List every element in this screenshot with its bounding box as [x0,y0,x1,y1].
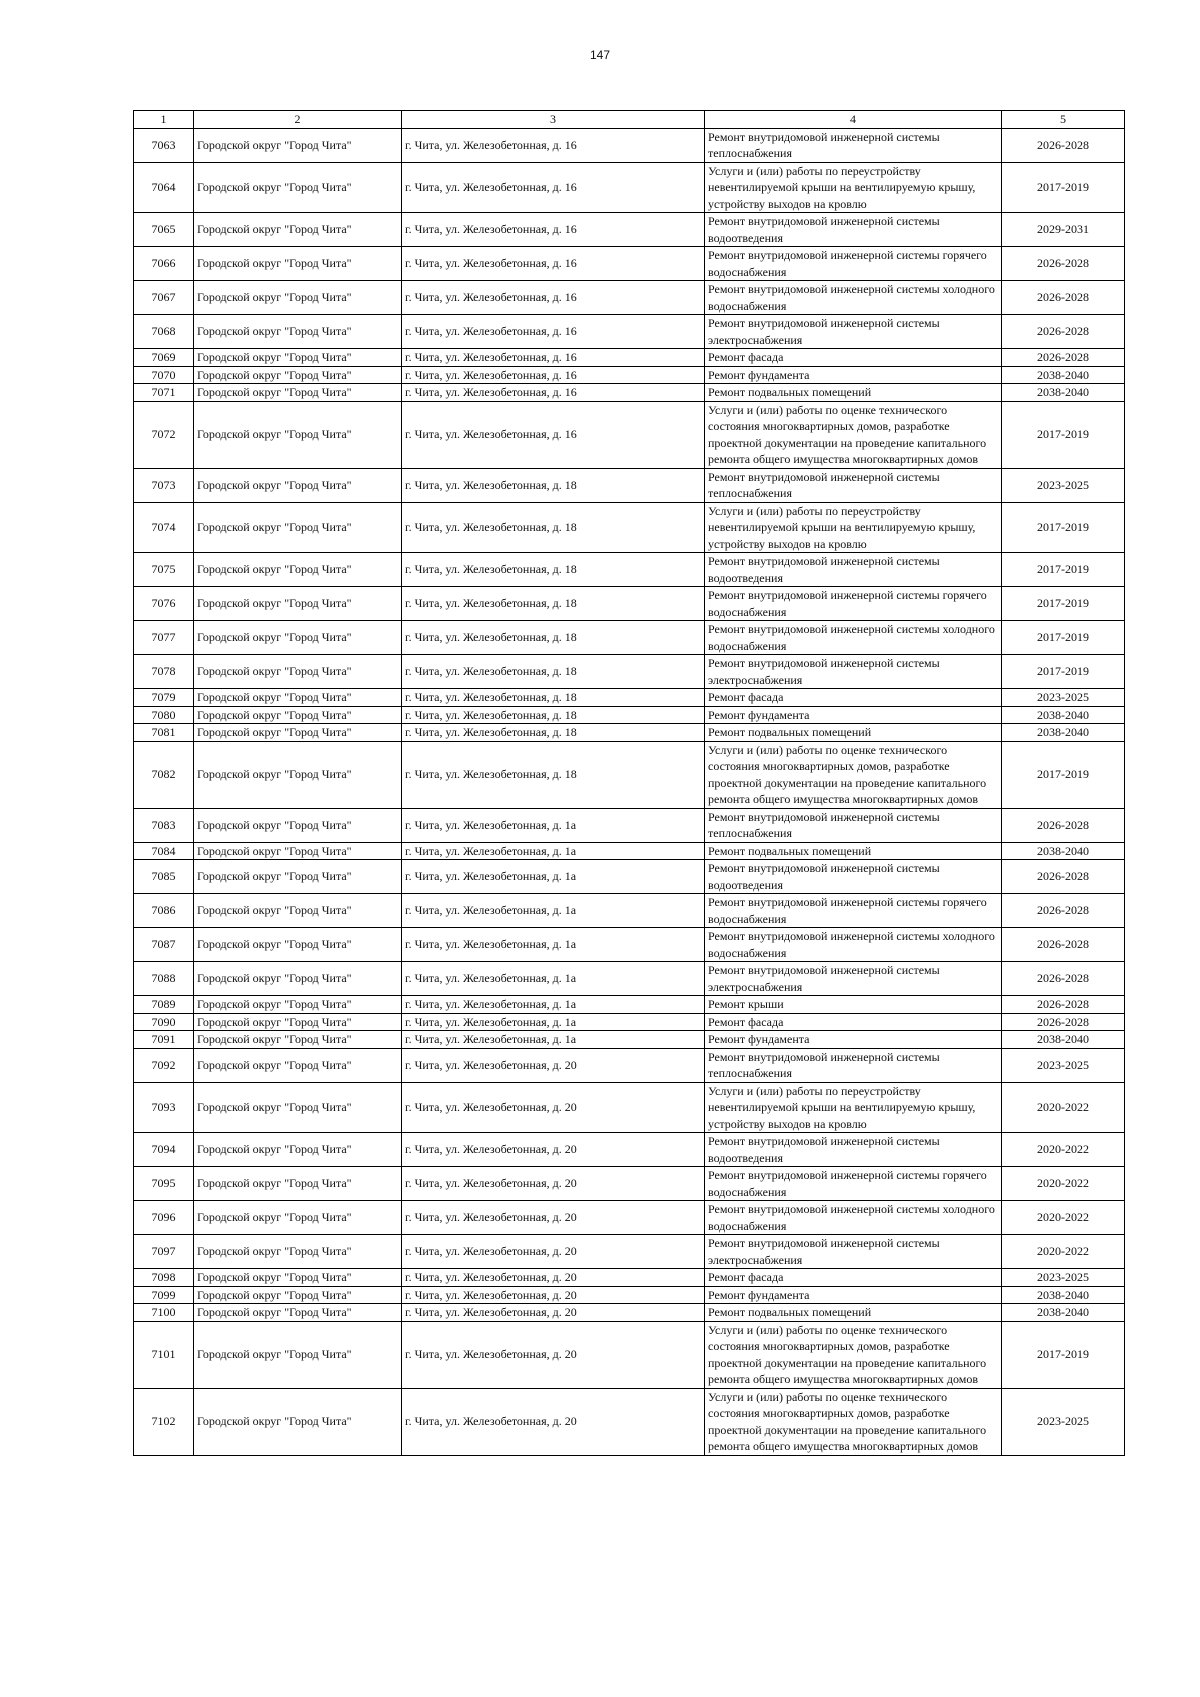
table-row [134,724,1125,742]
row-number-cell: 7072 [134,401,194,468]
work-type-cell: Ремонт внутридомовой инженерной системы холодного водоснабжения [705,281,1002,315]
work-type-cell: Ремонт внутридомовой инженерной системы электроснабжения [705,655,1002,689]
address-cell: г. Чита, ул. Железобетонная, д. 18 [402,689,705,707]
row-number-cell: 7074 [134,502,194,553]
work-type-cell: Ремонт внутридомовой инженерной системы водоотведения [705,213,1002,247]
table-body [134,128,1125,1455]
row-number-cell: 7073 [134,468,194,502]
table-row [134,1133,1125,1167]
row-number-cell: 7085 [134,860,194,894]
municipality-cell: Городской округ "Город Чита" [194,1269,402,1287]
address-cell: г. Чита, ул. Железобетонная, д. 18 [402,502,705,553]
address-cell: г. Чита, ул. Железобетонная, д. 16 [402,366,705,384]
address-cell: г. Чита, ул. Железобетонная, д. 20 [402,1388,705,1455]
address-cell: г. Чита, ул. Железобетонная, д. 18 [402,706,705,724]
row-number-cell: 7066 [134,247,194,281]
address-cell: г. Чита, ул. Железобетонная, д. 20 [402,1201,705,1235]
work-type-cell: Услуги и (или) работы по оценке технического состояния многоквартирных домов, разработке проектной документации на проведение капитального ремонта общего имущества многоквартирных домов [705,1321,1002,1388]
municipality-cell: Городской округ "Город Чита" [194,1013,402,1031]
row-number-cell: 7088 [134,962,194,996]
period-cell: 2026-2028 [1002,860,1125,894]
column-header-3: 3 [402,111,705,129]
period-cell: 2038-2040 [1002,724,1125,742]
municipality-cell: Городской округ "Город Чита" [194,468,402,502]
municipality-cell: Городской округ "Город Чита" [194,1082,402,1133]
period-cell: 2020-2022 [1002,1133,1125,1167]
work-type-cell: Ремонт внутридомовой инженерной системы теплоснабжения [705,128,1002,162]
work-type-cell: Ремонт подвальных помещений [705,724,1002,742]
table-row [134,894,1125,928]
period-cell: 2038-2040 [1002,1304,1125,1322]
table-row [134,502,1125,553]
municipality-cell: Городской округ "Город Чита" [194,808,402,842]
period-cell: 2026-2028 [1002,928,1125,962]
work-type-cell: Услуги и (или) работы по оценке технического состояния многоквартирных домов, разработке проектной документации на проведение капитального ремонта общего имущества многоквартирных домов [705,401,1002,468]
address-cell: г. Чита, ул. Железобетонная, д. 1а [402,1031,705,1049]
address-cell: г. Чита, ул. Железобетонная, д. 16 [402,247,705,281]
row-number-cell: 7068 [134,315,194,349]
municipality-cell: Городской округ "Город Чита" [194,401,402,468]
municipality-cell: Городской округ "Город Чита" [194,281,402,315]
table-row [134,162,1125,213]
column-header-5: 5 [1002,111,1125,129]
address-cell: г. Чита, ул. Железобетонная, д. 16 [402,384,705,402]
table-row [134,962,1125,996]
row-number-cell: 7089 [134,996,194,1014]
period-cell: 2017-2019 [1002,553,1125,587]
address-cell: г. Чита, ул. Железобетонная, д. 16 [402,315,705,349]
address-cell: г. Чита, ул. Железобетонная, д. 16 [402,281,705,315]
work-type-cell: Услуги и (или) работы по переустройству невентилируемой крыши на вентилируемую крышу, устройству выходов на кровлю [705,162,1002,213]
period-cell: 2017-2019 [1002,741,1125,808]
row-number-cell: 7080 [134,706,194,724]
table-row [134,1304,1125,1322]
municipality-cell: Городской округ "Город Чита" [194,741,402,808]
period-cell: 2026-2028 [1002,315,1125,349]
period-cell: 2026-2028 [1002,962,1125,996]
municipality-cell: Городской округ "Город Чита" [194,1286,402,1304]
row-number-cell: 7098 [134,1269,194,1287]
period-cell: 2017-2019 [1002,1321,1125,1388]
table-row [134,128,1125,162]
work-type-cell: Услуги и (или) работы по переустройству невентилируемой крыши на вентилируемую крышу, устройству выходов на кровлю [705,1082,1002,1133]
municipality-cell: Городской округ "Город Чита" [194,1167,402,1201]
period-cell: 2020-2022 [1002,1082,1125,1133]
table-row [134,1048,1125,1082]
municipality-cell: Городской округ "Город Чита" [194,689,402,707]
row-number-cell: 7097 [134,1235,194,1269]
work-type-cell: Ремонт внутридомовой инженерной системы водоотведения [705,1133,1002,1167]
row-number-cell: 7087 [134,928,194,962]
period-cell: 2026-2028 [1002,1013,1125,1031]
work-type-cell: Ремонт фундамента [705,1031,1002,1049]
period-cell: 2020-2022 [1002,1167,1125,1201]
period-cell: 2026-2028 [1002,894,1125,928]
table-row [134,468,1125,502]
work-type-cell: Услуги и (или) работы по оценке технического состояния многоквартирных домов, разработке проектной документации на проведение капитального ремонта общего имущества многоквартирных домов [705,741,1002,808]
table-row [134,384,1125,402]
period-cell: 2017-2019 [1002,587,1125,621]
table-row [134,553,1125,587]
address-cell: г. Чита, ул. Железобетонная, д. 1а [402,842,705,860]
period-cell: 2038-2040 [1002,384,1125,402]
address-cell: г. Чита, ул. Железобетонная, д. 18 [402,553,705,587]
row-number-cell: 7070 [134,366,194,384]
work-type-cell: Ремонт внутридомовой инженерной системы водоотведения [705,553,1002,587]
municipality-cell: Городской округ "Город Чита" [194,1201,402,1235]
work-type-cell: Ремонт внутридомовой инженерной системы водоотведения [705,860,1002,894]
municipality-cell: Городской округ "Город Чита" [194,128,402,162]
municipality-cell: Городской округ "Город Чита" [194,587,402,621]
period-cell: 2017-2019 [1002,655,1125,689]
municipality-cell: Городской округ "Город Чита" [194,1235,402,1269]
address-cell: г. Чита, ул. Железобетонная, д. 20 [402,1133,705,1167]
period-cell: 2017-2019 [1002,401,1125,468]
table-header-row [134,111,1125,129]
table-row [134,315,1125,349]
table-row [134,621,1125,655]
row-number-cell: 7083 [134,808,194,842]
work-type-cell: Ремонт подвальных помещений [705,1304,1002,1322]
table-row [134,842,1125,860]
row-number-cell: 7094 [134,1133,194,1167]
period-cell: 2026-2028 [1002,247,1125,281]
address-cell: г. Чита, ул. Железобетонная, д. 20 [402,1082,705,1133]
table-row [134,1235,1125,1269]
municipality-cell: Городской округ "Город Чита" [194,962,402,996]
address-cell: г. Чита, ул. Железобетонная, д. 16 [402,213,705,247]
address-cell: г. Чита, ул. Железобетонная, д. 1а [402,860,705,894]
row-number-cell: 7096 [134,1201,194,1235]
table-row [134,996,1125,1014]
table-row [134,213,1125,247]
municipality-cell: Городской округ "Город Чита" [194,928,402,962]
work-type-cell: Услуги и (или) работы по переустройству невентилируемой крыши на вентилируемую крышу, устройству выходов на кровлю [705,502,1002,553]
row-number-cell: 7091 [134,1031,194,1049]
work-type-cell: Ремонт фундамента [705,1286,1002,1304]
table-row [134,1286,1125,1304]
municipality-cell: Городской округ "Город Чита" [194,162,402,213]
municipality-cell: Городской округ "Город Чита" [194,724,402,742]
row-number-cell: 7063 [134,128,194,162]
address-cell: г. Чита, ул. Железобетонная, д. 16 [402,349,705,367]
municipality-cell: Городской округ "Город Чита" [194,1304,402,1322]
work-type-cell: Ремонт внутридомовой инженерной системы горячего водоснабжения [705,587,1002,621]
work-type-cell: Ремонт внутридомовой инженерной системы электроснабжения [705,962,1002,996]
period-cell: 2038-2040 [1002,706,1125,724]
row-number-cell: 7084 [134,842,194,860]
work-type-cell: Ремонт внутридомовой инженерной системы электроснабжения [705,1235,1002,1269]
municipality-cell: Городской округ "Город Чита" [194,860,402,894]
table-row [134,1269,1125,1287]
period-cell: 2023-2025 [1002,1269,1125,1287]
row-number-cell: 7092 [134,1048,194,1082]
period-cell: 2038-2040 [1002,1031,1125,1049]
address-cell: г. Чита, ул. Железобетонная, д. 20 [402,1235,705,1269]
row-number-cell: 7093 [134,1082,194,1133]
column-header-2: 2 [194,111,402,129]
municipality-cell: Городской округ "Город Чита" [194,553,402,587]
period-cell: 2038-2040 [1002,842,1125,860]
work-type-cell: Ремонт внутридомовой инженерной системы теплоснабжения [705,808,1002,842]
work-type-cell: Ремонт внутридомовой инженерной системы теплоснабжения [705,1048,1002,1082]
table-row [134,1167,1125,1201]
row-number-cell: 7086 [134,894,194,928]
work-type-cell: Ремонт внутридомовой инженерной системы горячего водоснабжения [705,1167,1002,1201]
period-cell: 2026-2028 [1002,808,1125,842]
municipality-cell: Городской округ "Город Чита" [194,1388,402,1455]
period-cell: 2023-2025 [1002,468,1125,502]
period-cell: 2026-2028 [1002,281,1125,315]
work-type-cell: Ремонт фундамента [705,366,1002,384]
column-header-1: 1 [134,111,194,129]
table-row [134,1388,1125,1455]
table-row [134,247,1125,281]
work-type-cell: Ремонт фасада [705,349,1002,367]
period-cell: 2023-2025 [1002,1388,1125,1455]
municipality-cell: Городской округ "Город Чита" [194,621,402,655]
municipality-cell: Городской округ "Город Чита" [194,213,402,247]
table-row [134,1201,1125,1235]
column-header-4: 4 [705,111,1002,129]
table-row [134,281,1125,315]
work-type-cell: Ремонт крыши [705,996,1002,1014]
period-cell: 2029-2031 [1002,213,1125,247]
municipality-cell: Городской округ "Город Чита" [194,1048,402,1082]
table-row [134,1321,1125,1388]
address-cell: г. Чита, ул. Железобетонная, д. 18 [402,724,705,742]
municipality-cell: Городской округ "Город Чита" [194,1133,402,1167]
address-cell: г. Чита, ул. Железобетонная, д. 1а [402,962,705,996]
row-number-cell: 7076 [134,587,194,621]
page-number: 147 [589,48,611,62]
municipality-cell: Городской округ "Город Чита" [194,247,402,281]
municipality-cell: Городской округ "Город Чита" [194,384,402,402]
period-cell: 2017-2019 [1002,162,1125,213]
row-number-cell: 7077 [134,621,194,655]
table-row [134,655,1125,689]
period-cell: 2026-2028 [1002,128,1125,162]
row-number-cell: 7065 [134,213,194,247]
address-cell: г. Чита, ул. Железобетонная, д. 16 [402,162,705,213]
work-type-cell: Ремонт подвальных помещений [705,384,1002,402]
address-cell: г. Чита, ул. Железобетонная, д. 20 [402,1269,705,1287]
row-number-cell: 7064 [134,162,194,213]
address-cell: г. Чита, ул. Железобетонная, д. 1а [402,808,705,842]
work-type-cell: Ремонт внутридомовой инженерной системы горячего водоснабжения [705,894,1002,928]
address-cell: г. Чита, ул. Железобетонная, д. 20 [402,1286,705,1304]
row-number-cell: 7100 [134,1304,194,1322]
table-row [134,1082,1125,1133]
address-cell: г. Чита, ул. Железобетонная, д. 20 [402,1167,705,1201]
address-cell: г. Чита, ул. Железобетонная, д. 20 [402,1048,705,1082]
table-row [134,860,1125,894]
table-row [134,587,1125,621]
period-cell: 2017-2019 [1002,621,1125,655]
table-row [134,928,1125,962]
row-number-cell: 7090 [134,1013,194,1031]
address-cell: г. Чита, ул. Железобетонная, д. 1а [402,928,705,962]
row-number-cell: 7102 [134,1388,194,1455]
period-cell: 2017-2019 [1002,502,1125,553]
address-cell: г. Чита, ул. Железобетонная, д. 16 [402,401,705,468]
work-type-cell: Ремонт внутридомовой инженерной системы холодного водоснабжения [705,621,1002,655]
address-cell: г. Чита, ул. Железобетонная, д. 18 [402,587,705,621]
municipality-cell: Городской округ "Город Чита" [194,366,402,384]
row-number-cell: 7071 [134,384,194,402]
work-type-cell: Ремонт подвальных помещений [705,842,1002,860]
address-cell: г. Чита, ул. Железобетонная, д. 18 [402,468,705,502]
address-cell: г. Чита, ул. Железобетонная, д. 20 [402,1304,705,1322]
table-row [134,401,1125,468]
work-type-cell: Ремонт фасада [705,689,1002,707]
municipality-cell: Городской округ "Город Чита" [194,349,402,367]
municipality-cell: Городской округ "Город Чита" [194,842,402,860]
row-number-cell: 7075 [134,553,194,587]
period-cell: 2026-2028 [1002,349,1125,367]
period-cell: 2026-2028 [1002,996,1125,1014]
row-number-cell: 7069 [134,349,194,367]
work-type-cell: Ремонт внутридомовой инженерной системы горячего водоснабжения [705,247,1002,281]
municipality-cell: Городской округ "Город Чита" [194,1031,402,1049]
address-cell: г. Чита, ул. Железобетонная, д. 1а [402,894,705,928]
municipality-cell: Городской округ "Город Чита" [194,655,402,689]
work-type-cell: Ремонт фундамента [705,706,1002,724]
repair-program-table [133,110,1125,1456]
municipality-cell: Городской округ "Город Чита" [194,996,402,1014]
work-type-cell: Ремонт внутридомовой инженерной системы холодного водоснабжения [705,1201,1002,1235]
period-cell: 2023-2025 [1002,1048,1125,1082]
address-cell: г. Чита, ул. Железобетонная, д. 1а [402,996,705,1014]
row-number-cell: 7099 [134,1286,194,1304]
work-type-cell: Ремонт внутридомовой инженерной системы холодного водоснабжения [705,928,1002,962]
row-number-cell: 7082 [134,741,194,808]
table-row [134,1013,1125,1031]
table-row [134,741,1125,808]
address-cell: г. Чита, ул. Железобетонная, д. 18 [402,621,705,655]
work-type-cell: Ремонт внутридомовой инженерной системы теплоснабжения [705,468,1002,502]
row-number-cell: 7095 [134,1167,194,1201]
municipality-cell: Городской округ "Город Чита" [194,706,402,724]
work-type-cell: Ремонт фасада [705,1013,1002,1031]
table-row [134,808,1125,842]
work-type-cell: Услуги и (или) работы по оценке технического состояния многоквартирных домов, разработке проектной документации на проведение капитального ремонта общего имущества многоквартирных домов [705,1388,1002,1455]
row-number-cell: 7081 [134,724,194,742]
row-number-cell: 7067 [134,281,194,315]
address-cell: г. Чита, ул. Железобетонная, д. 18 [402,741,705,808]
period-cell: 2038-2040 [1002,366,1125,384]
period-cell: 2023-2025 [1002,689,1125,707]
work-type-cell: Ремонт фасада [705,1269,1002,1287]
table-row [134,366,1125,384]
row-number-cell: 7079 [134,689,194,707]
period-cell: 2020-2022 [1002,1201,1125,1235]
municipality-cell: Городской округ "Город Чита" [194,502,402,553]
period-cell: 2038-2040 [1002,1286,1125,1304]
table-row [134,706,1125,724]
address-cell: г. Чита, ул. Железобетонная, д. 20 [402,1321,705,1388]
municipality-cell: Городской округ "Город Чита" [194,894,402,928]
row-number-cell: 7078 [134,655,194,689]
municipality-cell: Городской округ "Город Чита" [194,315,402,349]
municipality-cell: Городской округ "Город Чита" [194,1321,402,1388]
work-type-cell: Ремонт внутридомовой инженерной системы электроснабжения [705,315,1002,349]
address-cell: г. Чита, ул. Железобетонная, д. 18 [402,655,705,689]
table-row [134,349,1125,367]
address-cell: г. Чита, ул. Железобетонная, д. 1а [402,1013,705,1031]
period-cell: 2020-2022 [1002,1235,1125,1269]
row-number-cell: 7101 [134,1321,194,1388]
table-row [134,689,1125,707]
address-cell: г. Чита, ул. Железобетонная, д. 16 [402,128,705,162]
table-row [134,1031,1125,1049]
